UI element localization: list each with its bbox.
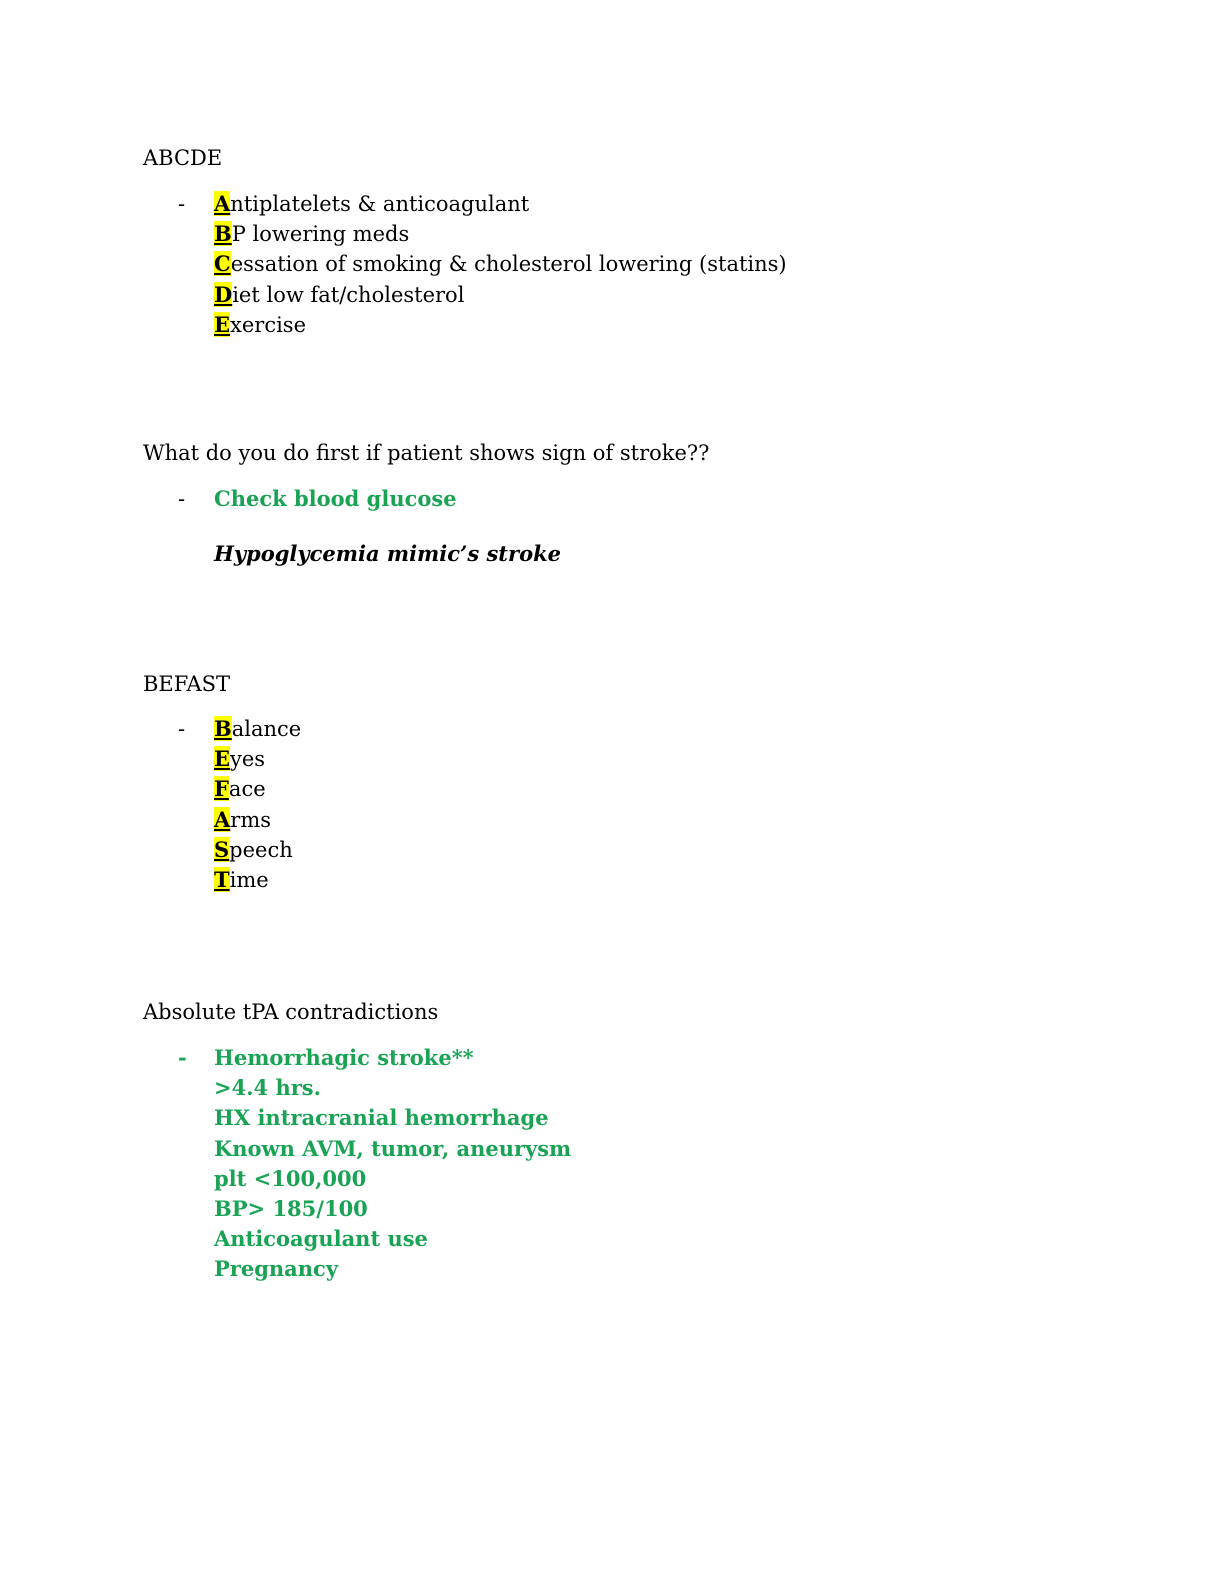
mnemonic-letter: T xyxy=(214,867,230,893)
first-step-note: Hypoglycemia mimic’s stroke xyxy=(214,541,561,566)
list-item: Anticoagulant use xyxy=(214,1226,428,1252)
list-item: >4.4 hrs. xyxy=(214,1075,321,1101)
list-item: BP> 185/100 xyxy=(214,1196,368,1222)
list-item xyxy=(214,280,787,310)
list-item-text: iet low fat/cholesterol xyxy=(232,282,465,307)
mnemonic-letter: E xyxy=(214,311,231,337)
first-step-bullet: - xyxy=(178,487,186,511)
mnemonic-letter: A xyxy=(214,191,231,216)
mnemonic-letter: A xyxy=(214,806,231,832)
abcde-list xyxy=(214,189,787,340)
list-item xyxy=(214,219,787,249)
befast-list xyxy=(214,714,301,895)
list-item xyxy=(214,835,301,865)
first-step-answer: Check blood glucose xyxy=(214,486,457,511)
list-item: Known AVM, tumor, aneurysm xyxy=(214,1135,572,1161)
tpa-bullet: - xyxy=(178,1045,187,1070)
mnemonic-letter: E xyxy=(214,746,231,772)
list-item xyxy=(214,189,787,219)
list-item xyxy=(214,805,301,835)
list-item: Pregnancy xyxy=(214,1256,339,1282)
mnemonic-letter: S xyxy=(214,836,230,862)
list-item-text: ace xyxy=(228,777,266,802)
list-item-text: rms xyxy=(230,807,272,832)
mnemonic-letter: F xyxy=(214,776,229,802)
list-item xyxy=(214,249,787,279)
mnemonic-letter: C xyxy=(214,251,231,277)
befast-heading: BEFAST xyxy=(143,672,231,696)
list-item xyxy=(214,865,301,895)
list-item-text: P lowering meds xyxy=(231,222,410,247)
list-item-text: ime xyxy=(229,868,269,893)
list-item-text: essation of smoking & cholesterol lowering (statins) xyxy=(230,252,787,277)
tpa-list xyxy=(214,1043,571,1285)
first-step-question: What do you do first if patient shows sign of stroke?? xyxy=(143,441,710,465)
list-item-text: yes xyxy=(230,747,266,772)
abcde-bullet: - xyxy=(178,192,186,216)
mnemonic-letter: B xyxy=(214,221,232,247)
list-item: Hemorrhagic stroke** xyxy=(214,1045,474,1070)
list-item xyxy=(214,744,301,774)
abcde-heading: ABCDE xyxy=(143,146,223,170)
list-item-text: ntiplatelets & anticoagulant xyxy=(230,192,530,216)
mnemonic-letter: B xyxy=(214,716,232,741)
list-item-text: xercise xyxy=(230,312,307,337)
befast-bullet: - xyxy=(178,717,186,741)
list-item xyxy=(214,714,301,744)
mnemonic-letter: D xyxy=(214,281,233,307)
list-item-text: peech xyxy=(229,837,293,862)
list-item-text: alance xyxy=(231,717,302,741)
list-item xyxy=(214,774,301,804)
list-item xyxy=(214,310,787,340)
list-item: plt <100,000 xyxy=(214,1165,367,1191)
tpa-heading: Absolute tPA contradictions xyxy=(143,1000,439,1024)
list-item: HX intracranial hemorrhage xyxy=(214,1105,549,1131)
